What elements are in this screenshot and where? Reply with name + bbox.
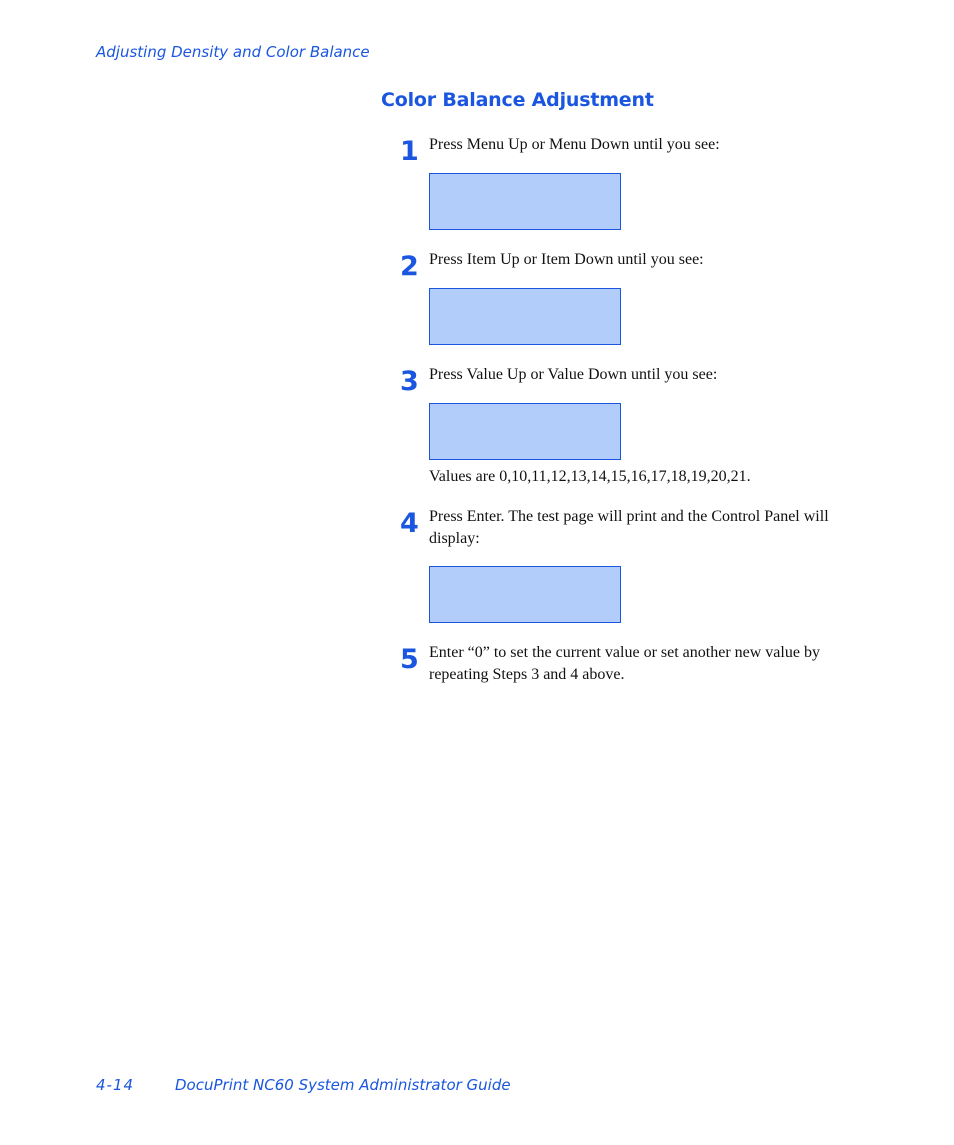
step-number-5: 5 [400,644,419,675]
footer-doc-title: DocuPrint NC60 System Administrator Guide [175,1076,511,1094]
step-text-5: Enter “0” to set the current value or set another new value by repeating Steps 3 and 4 above. [429,644,820,683]
step-text-2: Press Item Up or Item Down until you see: [429,251,704,268]
section-title: Color Balance Adjustment [381,89,654,111]
step-number-1: 1 [400,136,419,167]
values-note: Values are 0,10,11,12,13,14,15,16,17,18,19,20,21. [429,468,751,485]
control-panel-display-1 [429,173,621,230]
control-panel-display-4 [429,566,621,623]
step-text-4: Press Enter. The test page will print and the Control Panel will display: [429,508,829,547]
control-panel-display-2 [429,288,621,345]
footer-page-number: 4-14 [96,1076,135,1094]
step-number-2: 2 [400,251,419,282]
step-text-3: Press Value Up or Value Down until you see: [429,366,718,383]
step-text-1: Press Menu Up or Menu Down until you see: [429,136,720,153]
running-head: Adjusting Density and Color Balance [96,43,370,61]
control-panel-display-3 [429,403,621,460]
step-number-4: 4 [400,508,419,539]
step-number-3: 3 [400,366,419,397]
